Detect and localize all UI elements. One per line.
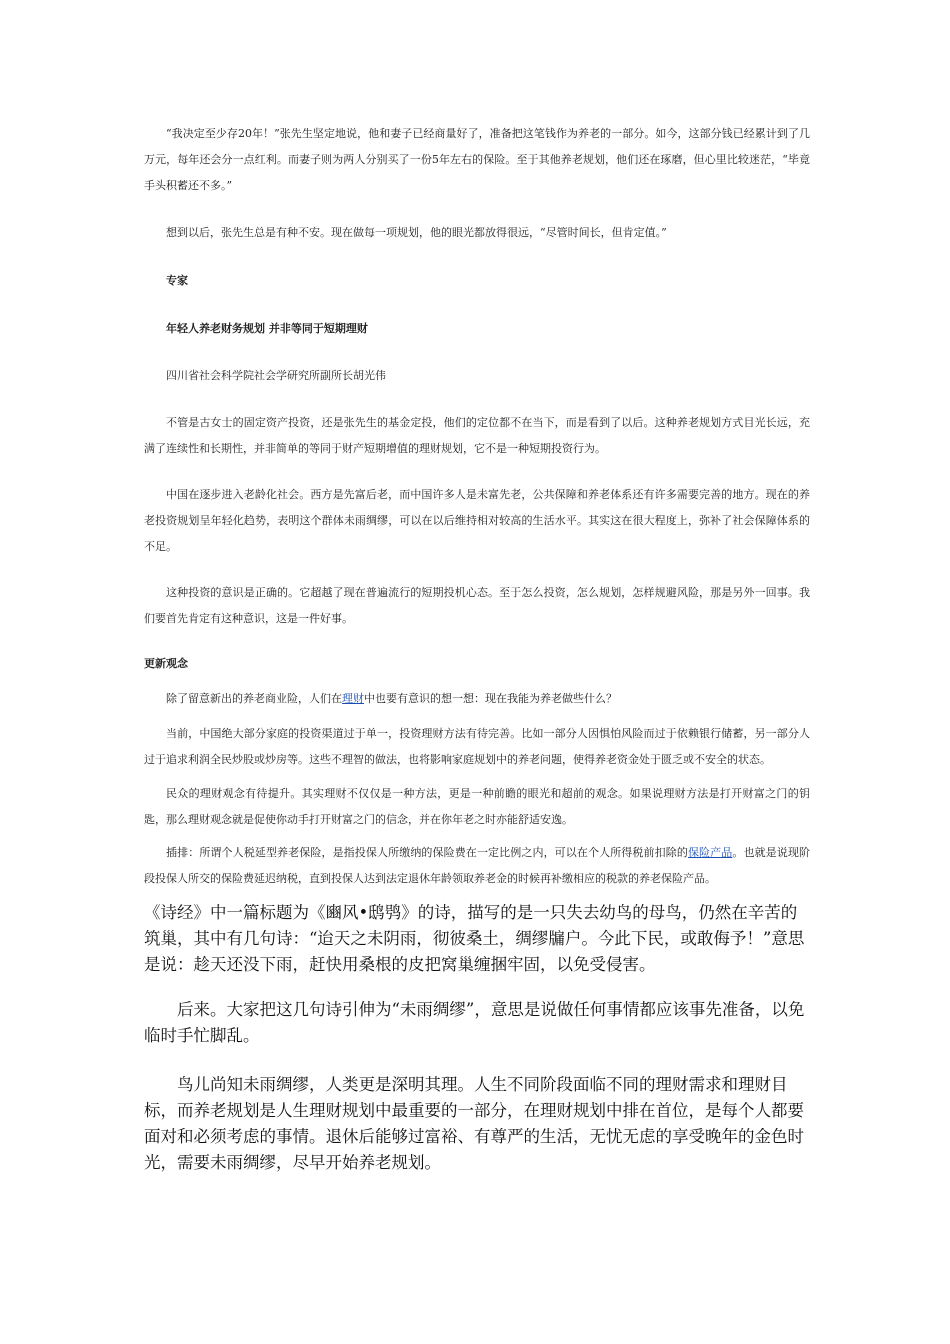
paragraph-weiyu-choumou: 后来。大家把这几句诗引伸为“未雨绸缪”，意思是说做任何事情都应该事先准备，以免临时手忙脚乱。 <box>144 1000 805 1045</box>
paragraph-investment-channels: 当前，中国绝大部分家庭的投资渠道过于单一，投资理财方法有待完善。比如一部分人因惧怕风险而过于依赖银行储蓄，另一部分人过于追求利润全民炒股或炒房等。这些不理智的做法，也将影响家庭规划中的养老问题，使得养老资金处于匮乏或不安全的状态。 <box>144 727 810 766</box>
paragraph-commercial-insurance <box>144 686 810 712</box>
paragraph-text: 中也要有意识的想一想：现在我能为养老做些什么？ <box>364 692 617 705</box>
paragraph-shijing: 《诗经》中一篇标题为《豳风•鸱鸮》的诗，描写的是一只失去幼鸟的母鸟，仍然在辛苦的筑巢，其中有几句诗：“迨天之未阴雨，彻彼桑土，绸缪牖户。今此下民，或敢侮予！”意思是说：趁天还没下雨，赶快用桑根的皮把窝巢缠捆牢固，以免受侵害。 <box>144 903 805 974</box>
paragraph-aging-society: 中国在逐步进入老龄化社会。西方是先富后老，而中国许多人是未富先老，公共保障和养老体系还有许多需要完善的地方。现在的养老投资规划呈年轻化趋势，表明这个群体未雨绸缪，可以在以后维持相对较高的生活水平。其实这在很大程度上，弥补了社会保障体系的不足。 <box>144 488 810 553</box>
paragraph-zhang-worry: 想到以后，张先生总是有种不安。现在做每一项规划，他的眼光都放得很远，“尽管时间长，但肯定值。” <box>166 226 667 239</box>
paragraph-long-term: 不管是古女士的固定资产投资，还是张先生的基金定投，他们的定位都不在当下，而是看到了以后。这种养老规划方式目光长远，充满了连续性和长期性，并非简单的等同于财产短期增值的理财规划，它不是一种短期投资行为。 <box>144 416 810 455</box>
paragraph-awareness: 这种投资的意识是正确的。它超越了现在普遍流行的短期投机心态。至于怎么投资，怎么规划，怎样规避风险，那是另外一回事。我们要首先肯定有这种意识，这是一件好事。 <box>144 586 810 625</box>
paragraph-retirement-planning: 鸟儿尚知未雨绸缪，人类更是深明其理。人生不同阶段面临不同的理财需求和理财目标，而养老规划是人生理财规划中最重要的一部分，在理财规划中排在首位，是每个人都要面对和必须考虑的事情。退休后能够过富裕、有尊严的生活，无忧无虑的享受晚年的金色时光，需要未雨绸缪，尽早开始养老规划。 <box>144 1075 804 1172</box>
heading-expert: 专家 <box>166 274 188 287</box>
link-insurance-product[interactable]: 保险产品 <box>687 846 733 859</box>
byline: 四川省社会科学院社会学研究所副所长胡光伟 <box>166 369 386 382</box>
paragraph-text: 。也就是说现阶段投保人所交的保险费延迟纳税，直到投保人达到法定退休年龄领取养老金的时候再补缴相应的税款的养老保险产品。 <box>144 846 811 885</box>
heading-update-concept: 更新观念 <box>144 657 188 670</box>
paragraph-zhang-savings: “我决定至少存20年！”张先生坚定地说，他和妻子已经商量好了，准备把这笔钱作为养老的一部分。如今，这部分钱已经累计到了几万元，每年还会分一点红利。而妻子则为两人分别买了一份5年左右的保险。至于其他养老规划，他们还在琢磨，但心里比较迷茫，“毕竟手头积蓄还不多。” <box>144 127 810 192</box>
paragraph-text: 除了留意新出的养老商业险，人们在 <box>166 692 342 705</box>
paragraph-concept: 民众的理财观念有待提升。其实理财不仅仅是一种方法，更是一种前瞻的眼光和超前的观念。如果说理财方法是打开财富之门的钥匙，那么理财观念就是促使你动手打开财富之门的信念，并在你年老之时亦能舒适安逸。 <box>144 787 810 826</box>
link-licai[interactable]: 理财 <box>342 692 364 705</box>
paragraph-text: 插排：所谓个人税延型养老保险，是指投保人所缴纳的保险费在一定比例之内，可以在个人所得税前扣除的 <box>166 846 688 859</box>
paragraph-tax-deferred <box>144 840 810 892</box>
heading-article-title: 年轻人养老财务规划 并非等同于短期理财 <box>166 322 368 335</box>
